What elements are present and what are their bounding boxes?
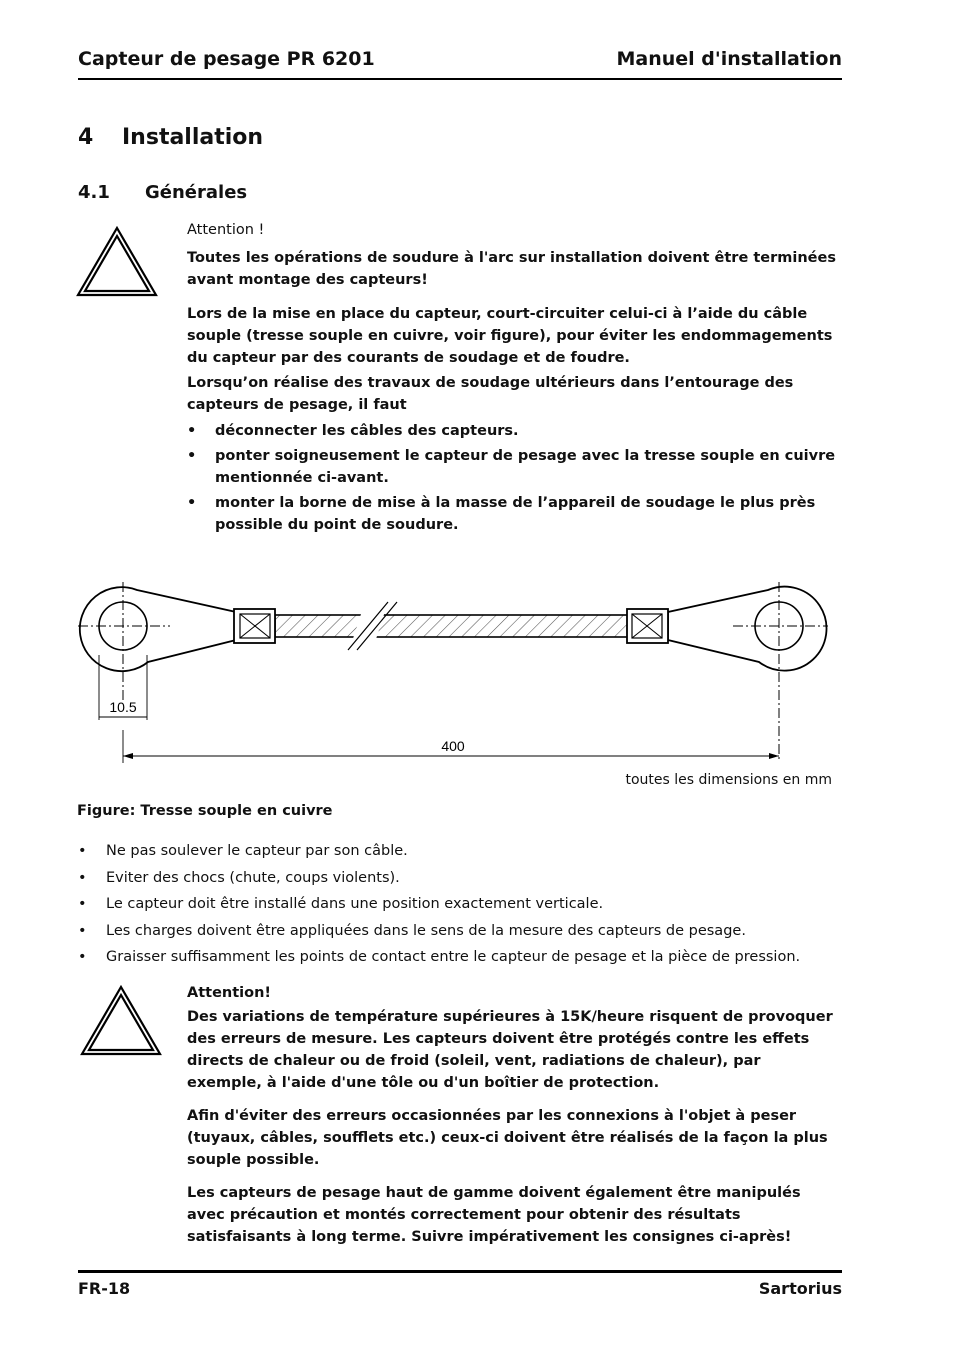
list-item: • Les charges doivent être appliquées dans le sens de la mesure des capteurs de pesage. [78,920,838,947]
header-manual-title: Manuel d'installation [616,48,842,70]
page-header [78,46,842,80]
general-bullet-list [78,840,838,973]
copper-braid-figure [70,570,840,770]
list-item: • Ne pas soulever le capteur par son câble. [78,840,838,867]
right-crimp-sleeve [627,609,668,643]
right-cable-lug [668,582,828,760]
warning-block-temperature [187,982,837,1248]
warning-paragraph: Toutes les opérations de soudure à l'arc sur installation doivent être terminées avant montage des capteurs! [187,250,836,288]
list-item: • monter la borne de mise à la masse de l’appareil de soudage le plus près possible du point de soudure. [187,492,837,536]
dimension-hole-label: 10.5 [109,699,137,715]
warning-paragraph: Afin d'éviter des erreurs occasionnées par les connexions à l'objet à peser (tuyaux, câbles, soufflets etc.) ceux-ci doivent être réalisés de la façon la plus souple possible. [187,1108,828,1168]
list-item: • Graisser suffisamment les points de contact entre le capteur de pesage et la pièce de pression. [78,946,838,973]
warning-triangle-icon [76,226,158,298]
warning-label: Attention! [187,985,272,1001]
warning-block-welding [187,219,837,536]
dimension-length [123,730,779,763]
list-item: • ponter soigneusement le capteur de pesage avec la tresse souple en cuivre mentionnée ci-avant. [187,445,837,489]
page-number: FR-18 [78,1279,131,1298]
section-heading [78,125,263,150]
section-number: 4 [78,125,94,150]
list-item: • déconnecter les câbles des capteurs. [187,420,837,442]
warning-paragraph: Des variations de température supérieures à 15K/heure risquent de provoquer des erreurs de mesure. Les capteurs doivent être protégés contre les effets directs de chaleur ou de froid (soleil, vent, radiations de chaleur), par exemple, à l'aide d'une tôle ou d'un boîtier de protection. [187,1009,833,1091]
subsection-number: 4.1 [78,182,110,203]
header-doc-title: Capteur de pesage PR 6201 [78,48,375,70]
copper-braid [275,598,628,652]
figure-caption: Figure: Tresse souple en cuivre [77,803,333,819]
left-crimp-sleeve [234,609,275,643]
dimensions-note: toutes les dimensions en mm [625,772,832,788]
section-title: Installation [122,125,264,150]
warning-triangle-icon [80,985,162,1057]
page-footer [78,1270,842,1298]
warning-paragraph: Lors de la mise en place du capteur, court-circuiter celui-ci à l’aide du câble souple (tresse souple en cuivre, voir figure), pour éviter les endommagements du capteur par des courants de soudage et de foudre. [187,306,833,366]
warning-paragraph: Lorsqu’on réalise des travaux de soudage ultérieurs dans l’entourage des capteurs de pesage, il faut [187,375,794,413]
warning-paragraph: Les capteurs de pesage haut de gamme doivent également être manipulés avec précaution et montés correctement pour obtenir des résultats satisfaisants à long terme. Suivre impérativement les consignes ci-après! [187,1185,801,1245]
list-item: • Le capteur doit être installé dans une position exactement verticale. [78,893,838,920]
welding-bullet-list [187,420,837,536]
left-cable-lug [78,582,236,700]
list-item: • Eviter des chocs (chute, coups violents). [78,867,838,894]
subsection-title: Générales [145,182,248,203]
warning-label: Attention ! [187,222,265,238]
subsection-heading [78,182,247,203]
company-name: Sartorius [758,1279,842,1298]
dimension-length-label: 400 [441,738,465,754]
